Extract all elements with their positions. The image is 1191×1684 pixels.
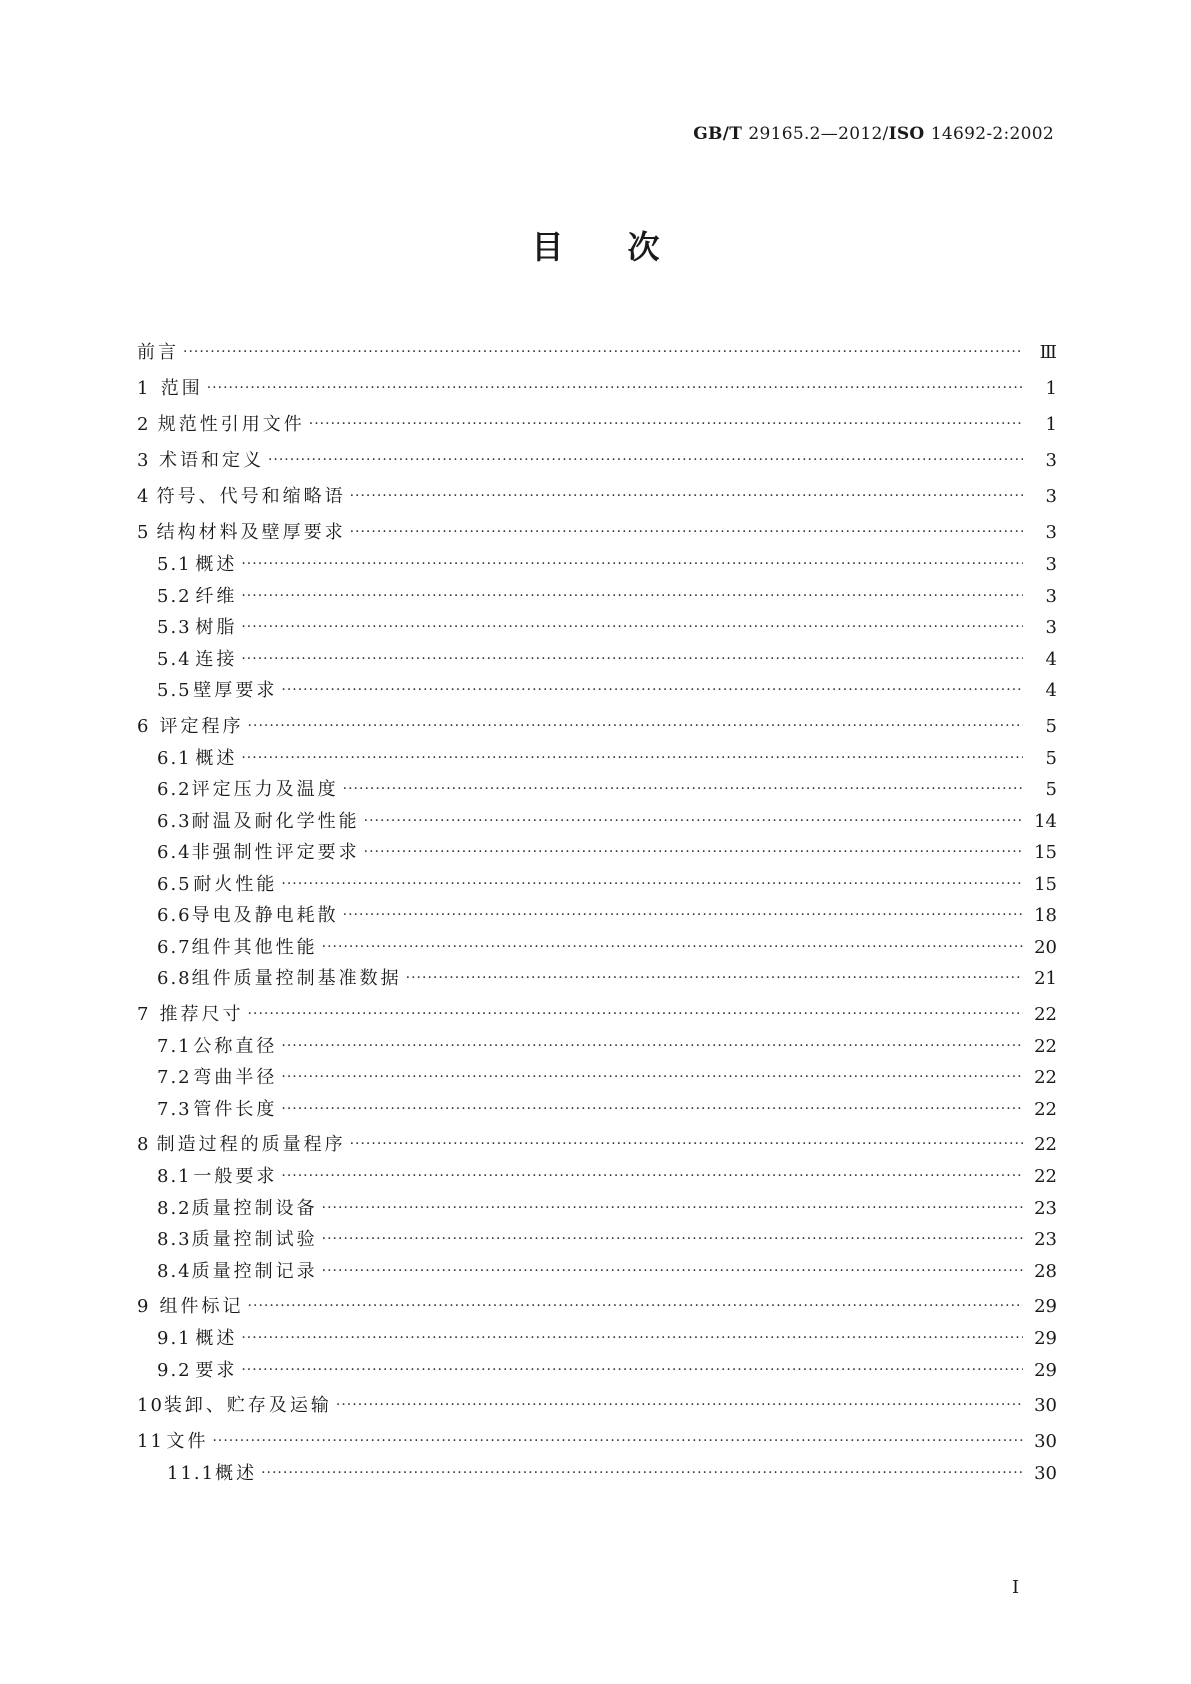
toc-entry-number: 7	[137, 1003, 151, 1025]
toc-entry[interactable]	[137, 1390, 1057, 1422]
toc-leader-dots	[281, 869, 1023, 901]
toc-leader-dots	[350, 516, 1023, 548]
toc-entry[interactable]	[137, 1355, 1057, 1387]
toc-entry-number: 1	[137, 378, 151, 399]
toc-entry-page: 1	[1045, 414, 1057, 435]
toc-entry-page: 5	[1045, 779, 1057, 800]
toc-entry[interactable]	[137, 1224, 1057, 1256]
toc-entry-page: 3	[1045, 522, 1057, 543]
toc-leader-dots	[350, 480, 1023, 512]
toc-entry-title: 前言	[137, 342, 179, 363]
toc-entry-page: 23	[1034, 1229, 1057, 1250]
toc-entry-title: 范围	[160, 378, 203, 399]
toc-entry-title: 术语和定义	[158, 450, 264, 471]
toc-entry-page: 22	[1034, 1067, 1057, 1088]
toc-entry-page: 18	[1034, 905, 1057, 926]
toc-leader-dots	[343, 900, 1023, 932]
toc-entry-number: 7.1	[157, 1035, 192, 1057]
toc-leader-dots	[248, 710, 1023, 742]
table-of-contents	[137, 333, 1057, 1490]
toc-entry[interactable]	[137, 481, 1057, 513]
toc-entry-number: 6.7	[157, 936, 192, 958]
toc-entry-page: 29	[1034, 1359, 1057, 1381]
toc-entry-number: 8.2	[157, 1197, 192, 1219]
toc-entry-number: 7.2	[157, 1067, 192, 1088]
toc-leader-dots	[268, 444, 1023, 476]
toc-entry-page: 15	[1034, 842, 1057, 863]
toc-leader-dots	[281, 1161, 1023, 1193]
toc-entry[interactable]	[137, 999, 1057, 1031]
standard-prefix: GB/T	[693, 124, 743, 144]
toc-entry[interactable]	[137, 743, 1057, 775]
toc-entry-number: 6	[137, 715, 151, 737]
toc-entry-number: 5.3	[157, 617, 192, 638]
toc-entry[interactable]	[137, 1062, 1057, 1094]
toc-entry-title: 导电及静电耗散	[191, 905, 339, 926]
toc-leader-dots	[322, 932, 1023, 964]
toc-entry[interactable]	[137, 445, 1057, 477]
toc-entry-page: 22	[1034, 1003, 1057, 1025]
toc-entry-title: 评定程序	[159, 715, 244, 737]
toc-entry-page: 29	[1034, 1328, 1057, 1349]
standard-header	[693, 124, 1054, 144]
toc-entry[interactable]	[137, 1031, 1057, 1063]
toc-leader-dots	[261, 1458, 1023, 1490]
toc-entry[interactable]	[137, 675, 1057, 707]
toc-entry-page: 22	[1034, 1035, 1057, 1057]
toc-entry-title: 组件其他性能	[191, 936, 318, 958]
toc-entry-page: 5	[1045, 747, 1057, 769]
toc-entry[interactable]	[137, 1458, 1057, 1490]
toc-entry[interactable]	[137, 373, 1057, 405]
toc-entry-page: 30	[1034, 1395, 1057, 1416]
toc-entry-number: 6.5	[157, 873, 192, 895]
toc-entry-page: Ⅲ	[1039, 342, 1057, 363]
toc-entry-title: 组件质量控制基准数据	[191, 968, 402, 989]
toc-entry[interactable]	[137, 1323, 1057, 1355]
toc-entry-page: 23	[1034, 1197, 1057, 1219]
toc-entry[interactable]	[137, 1256, 1057, 1288]
toc-entry-title: 文件	[166, 1431, 209, 1452]
toc-entry-title: 结构材料及壁厚要求	[156, 522, 346, 543]
toc-leader-dots	[364, 806, 1023, 838]
toc-leader-dots	[364, 837, 1023, 869]
toc-title-char-2: 次	[627, 228, 660, 266]
toc-entry[interactable]	[137, 963, 1057, 995]
toc-leader-dots	[343, 774, 1023, 806]
toc-leader-dots	[241, 644, 1023, 676]
toc-title-char-1: 目	[531, 228, 564, 266]
toc-leader-dots	[350, 1128, 1023, 1160]
toc-entry-page: 3	[1045, 585, 1057, 607]
toc-entry-title: 质量控制设备	[191, 1197, 318, 1219]
toc-entry-title: 要求	[195, 1359, 238, 1381]
toc-leader-dots	[248, 1290, 1023, 1322]
toc-entry-number: 8.4	[157, 1260, 192, 1282]
toc-entry-page: 4	[1045, 648, 1057, 670]
toc-leader-dots	[241, 1355, 1023, 1387]
toc-leader-dots	[309, 408, 1023, 440]
toc-title	[0, 222, 1191, 268]
toc-entry-number: 4	[137, 486, 151, 507]
toc-entry-page: 4	[1045, 680, 1057, 701]
toc-leader-dots	[183, 336, 1023, 368]
toc-entry-number: 6.1	[157, 747, 192, 769]
toc-entry-number: 3	[137, 450, 151, 471]
toc-leader-dots	[207, 372, 1023, 404]
toc-entry[interactable]	[137, 644, 1057, 676]
toc-leader-dots	[281, 1094, 1023, 1126]
toc-entry-number: 8.1	[157, 1166, 192, 1187]
toc-entry-title: 纤维	[195, 585, 238, 607]
toc-entry-page: 15	[1034, 873, 1057, 895]
toc-entry-number: 11	[137, 1431, 164, 1452]
toc-entry-page: 28	[1034, 1260, 1057, 1282]
toc-entry[interactable]	[137, 1129, 1057, 1161]
toc-entry-number: 9.1	[157, 1328, 192, 1349]
iso-number: 14692-2:2002	[930, 124, 1054, 144]
toc-entry-page: 3	[1045, 486, 1057, 507]
toc-entry-number: 6.2	[157, 779, 192, 800]
toc-entry-title: 概述	[195, 747, 238, 769]
toc-entry[interactable]	[137, 837, 1057, 869]
toc-entry-number: 6.8	[157, 968, 192, 989]
toc-entry[interactable]	[137, 774, 1057, 806]
toc-leader-dots	[241, 1323, 1023, 1355]
toc-entry[interactable]	[137, 932, 1057, 964]
toc-entry-page: 22	[1034, 1134, 1057, 1155]
toc-entry-page: 30	[1034, 1431, 1057, 1452]
toc-entry-page: 22	[1034, 1098, 1057, 1120]
toc-entry[interactable]	[137, 549, 1057, 581]
toc-entry-number: 11.1	[167, 1463, 216, 1484]
toc-leader-dots	[281, 1062, 1023, 1094]
toc-entry-title: 管件长度	[193, 1098, 278, 1120]
toc-entry-page: 5	[1045, 715, 1057, 737]
toc-entry-title: 公称直径	[193, 1035, 278, 1057]
toc-leader-dots	[322, 1193, 1023, 1225]
toc-entry-number: 7.3	[157, 1098, 192, 1120]
toc-entry-title: 壁厚要求	[193, 680, 278, 701]
toc-entry-page: 3	[1045, 554, 1057, 575]
toc-entry-title: 弯曲半径	[193, 1067, 278, 1088]
toc-entry-page: 29	[1034, 1296, 1057, 1317]
toc-entry-title: 符号、代号和缩略语	[156, 486, 346, 507]
iso-prefix: ISO	[888, 124, 925, 144]
toc-entry-page: 3	[1045, 617, 1057, 638]
toc-entry-number: 8	[137, 1134, 151, 1155]
toc-leader-dots	[241, 581, 1023, 613]
toc-entry-number: 9.2	[157, 1359, 192, 1381]
toc-entry-number: 5.5	[157, 680, 192, 701]
toc-entry-title: 一般要求	[193, 1166, 278, 1187]
toc-leader-dots	[322, 1256, 1023, 1288]
toc-entry-number: 6.3	[157, 810, 192, 832]
toc-entry-page: 1	[1045, 378, 1057, 399]
toc-entry-number: 5	[137, 522, 151, 543]
toc-entry-page: 22	[1034, 1166, 1057, 1187]
toc-entry[interactable]	[137, 1193, 1057, 1225]
toc-entry-title: 规范性引用文件	[157, 414, 305, 435]
toc-entry-page: 20	[1034, 936, 1057, 958]
standard-number: 29165.2—2012/	[748, 124, 889, 144]
toc-entry-title: 评定压力及温度	[191, 779, 339, 800]
page-number: I	[1012, 1577, 1020, 1598]
toc-leader-dots	[241, 549, 1023, 581]
toc-entry[interactable]	[137, 612, 1057, 644]
toc-entry-page: 14	[1034, 810, 1057, 832]
toc-entry-title: 概述	[195, 1328, 238, 1349]
toc-entry-number: 10	[137, 1395, 164, 1416]
toc-entry-page: 30	[1034, 1463, 1057, 1484]
toc-entry-number: 5.4	[157, 648, 192, 670]
toc-entry-title: 连接	[195, 648, 238, 670]
toc-leader-dots	[241, 612, 1023, 644]
toc-leader-dots	[281, 1031, 1023, 1063]
toc-entry-number: 2	[137, 414, 151, 435]
toc-entry[interactable]	[137, 900, 1057, 932]
toc-entry[interactable]	[137, 711, 1057, 743]
toc-entry-title: 非强制性评定要求	[191, 842, 360, 863]
toc-leader-dots	[281, 675, 1023, 707]
toc-entry[interactable]	[137, 1094, 1057, 1126]
toc-entry[interactable]	[137, 517, 1057, 549]
toc-leader-dots	[248, 998, 1023, 1030]
toc-entry-title: 质量控制记录	[191, 1260, 318, 1282]
toc-entry-title: 组件标记	[159, 1296, 244, 1317]
toc-entry[interactable]	[137, 806, 1057, 838]
toc-entry-title: 耐温及耐化学性能	[191, 810, 360, 832]
toc-leader-dots	[241, 743, 1023, 775]
toc-entry-number: 5.2	[157, 585, 192, 607]
toc-entry[interactable]	[137, 1426, 1057, 1458]
toc-entry-title: 概述	[195, 554, 238, 575]
toc-entry[interactable]	[137, 337, 1057, 369]
toc-entry-title: 耐火性能	[193, 873, 278, 895]
toc-entry-number: 9	[137, 1296, 151, 1317]
toc-entry-page: 3	[1045, 450, 1057, 471]
toc-entry-title: 树脂	[195, 617, 238, 638]
toc-entry-number: 5.1	[157, 554, 192, 575]
toc-entry-number: 8.3	[157, 1229, 192, 1250]
toc-entry-title: 质量控制试验	[191, 1229, 318, 1250]
toc-entry-number: 6.6	[157, 905, 192, 926]
toc-entry[interactable]	[137, 869, 1057, 901]
toc-entry-page: 21	[1034, 968, 1057, 989]
toc-entry[interactable]	[137, 1161, 1057, 1193]
toc-entry[interactable]	[137, 1291, 1057, 1323]
toc-leader-dots	[336, 1389, 1023, 1421]
toc-entry-title: 制造过程的质量程序	[156, 1134, 346, 1155]
toc-leader-dots	[322, 1224, 1023, 1256]
toc-entry[interactable]	[137, 409, 1057, 441]
toc-entry-title: 装卸、贮存及运输	[163, 1395, 332, 1416]
toc-entry[interactable]	[137, 581, 1057, 613]
toc-leader-dots	[212, 1425, 1023, 1457]
toc-entry-title: 推荐尺寸	[159, 1003, 244, 1025]
toc-entry-title: 概述	[215, 1463, 258, 1484]
toc-leader-dots	[406, 963, 1023, 995]
toc-entry-number: 6.4	[157, 842, 192, 863]
